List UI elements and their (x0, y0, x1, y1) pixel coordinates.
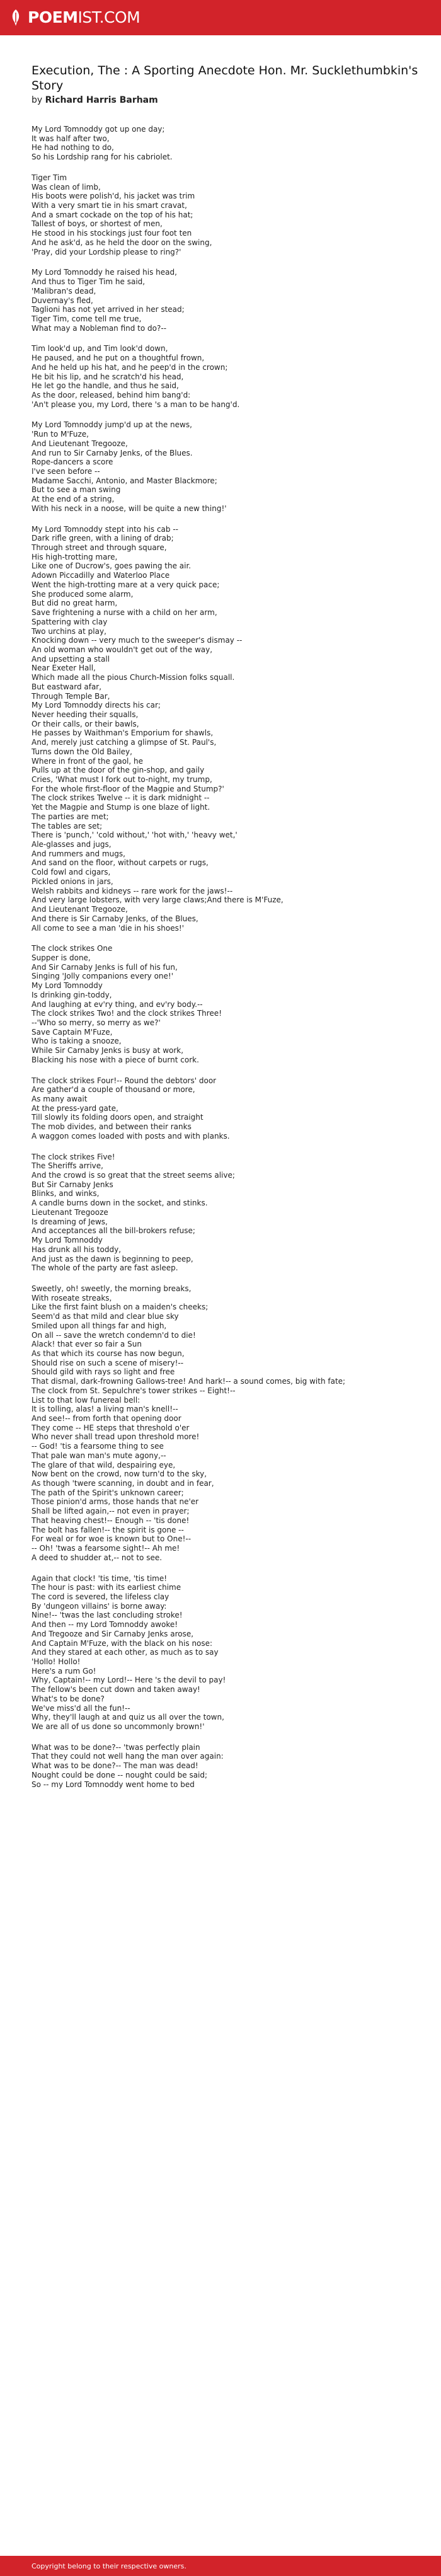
stanza (32, 344, 422, 409)
poem-line: And run to Sir Carnaby Jenks, of the Blues. (32, 448, 193, 457)
poem-line: Lieutenant Tregooze (32, 1207, 108, 1217)
poem-line: The path of the Spirit's unknown career; (32, 1488, 184, 1497)
poem-line: But did no great harm, (32, 599, 118, 608)
poem-line: Through street and through square, (32, 543, 167, 553)
poem-line: He let go the handle, and thus he said, (32, 381, 179, 391)
poem-line: Cries, 'What must I fork out to-night, my trump, (32, 775, 212, 784)
stanza (32, 125, 422, 162)
poem-line: And Lieutenant Tregooze, (32, 439, 128, 448)
poem-line: Is drinking gin-toddy, (32, 990, 112, 999)
stanza (32, 1076, 422, 1141)
poem-line: Like the first faint blush on a maiden's cheeks; (32, 1302, 209, 1312)
poem-line: We've miss'd all the fun!-- (32, 1703, 130, 1713)
poem-line: That dismal, dark-frowning Gallows-tree! And hark!-- a sound comes, big with fate; (32, 1377, 346, 1386)
poem-line: Was clean of limb, (32, 182, 101, 192)
poem-line: Ale-glasses and jugs, (32, 840, 112, 849)
poem-line: Alack! that ever so fair a Sun (32, 1340, 142, 1349)
stanza (32, 1284, 422, 1563)
poem-line: A waggon comes loaded with posts and with planks. (32, 1131, 230, 1141)
poem-line: Cold fowl and cigars, (32, 868, 111, 877)
poem-line: But eastward afar, (32, 682, 102, 691)
poem-line: Smiled upon all things far and high, (32, 1321, 167, 1330)
poem-line: At the press-yard gate, (32, 1103, 118, 1113)
poem-line: What may a Nobleman find to do?-- (32, 323, 167, 333)
copyright-text: Copyright belong to their respective owners. (32, 2562, 186, 2570)
poem-line: And Sir Carnaby Jenks is full of his fun, (32, 962, 178, 972)
poem-line: So -- my Lord Tomnoddy went home to bed (32, 1780, 195, 1789)
poem-line: While Sir Carnaby Jenks is busy at work, (32, 1046, 184, 1055)
poem-line: Spattering with clay (32, 617, 108, 626)
poem-line: My Lord Tomnoddy got up one day; (32, 125, 165, 134)
poem-line: An old woman who wouldn't get out of the way, (32, 645, 213, 654)
poem-line: And Tregooze and Sir Carnaby Jenks arose, (32, 1629, 194, 1638)
poem-line: Blinks, and winks, (32, 1189, 100, 1199)
stanza (32, 268, 422, 333)
poem-line: With his neck in a noose, will be quite a new thing!' (32, 503, 227, 513)
poem-line: Why, they'll laugh at and quiz us all over the town, (32, 1713, 224, 1722)
poem-line: Shall be lifted again,-- not even in prayer; (32, 1507, 190, 1516)
poem-line: For the whole first-floor of the Magpie and Stump?' (32, 784, 224, 793)
poem-line: Welsh rabbits and kidneys -- rare work for the jaws!-- (32, 886, 233, 895)
poem-line: Those pinion'd arms, those hands that ne'er (32, 1497, 199, 1507)
stanza (32, 1574, 422, 1732)
poem-line: Supper is done, (32, 953, 91, 962)
poem-line: Tallest of boys, or shortest of men, (32, 219, 163, 229)
poem-line: And thus to Tiger Tim he said, (32, 277, 146, 287)
poem-line: All come to see a man 'die in his shoes!' (32, 923, 184, 933)
poem-line: Singing 'Jolly companions every one!' (32, 972, 174, 981)
poem-line: Tim look'd up, and Tim look'd down, (32, 344, 168, 354)
poem-line: And he held up his hat, and he peep'd in the crown; (32, 362, 228, 372)
poem-line: He passes by Waithman's Emporium for shawls, (32, 728, 214, 738)
poem-line: --'Who so merry, so merry as we?' (32, 1018, 161, 1027)
by-label: by (32, 95, 43, 105)
poem-line: The whole of the party are fast asleep. (32, 1263, 178, 1273)
poem-line: What was to be done?-- The man was dead! (32, 1761, 198, 1771)
poem-line: And Captain M'Fuze, with the black on his nose: (32, 1638, 213, 1648)
poem-line: And laughing at ev'ry thing, and ev'ry body.-- (32, 999, 203, 1009)
poem-line: But Sir Carnaby Jenks (32, 1180, 113, 1189)
poem-line: And upsetting a stall (32, 654, 110, 664)
poem-line: 'Run to M'Fuze, (32, 430, 89, 439)
poem-line: Who never shall tread upon threshold more! (32, 1432, 200, 1442)
poem-line: He had nothing to do, (32, 143, 114, 152)
poem-line: And the crowd is so great that the street seems alive; (32, 1171, 235, 1180)
poem-line: And very large lobsters, with very large claws;And there is M'Fuze, (32, 895, 284, 905)
poem-line: Where in front of the gaol, he (32, 756, 143, 766)
poem-line: A candle burns down in the socket, and stinks. (32, 1199, 208, 1208)
poem-line: On all -- save the wretch condemn'd to die! (32, 1330, 196, 1340)
poem-line: Yet the Magpie and Stump is one blaze of light. (32, 803, 210, 812)
poem-line: The Sheriffs arrive, (32, 1161, 103, 1171)
poem-line: 'An't please you, my Lord, there 's a man to be hang'd. (32, 400, 240, 409)
poem-line: Are gather'd a couple of thousand or more, (32, 1085, 195, 1095)
stanza (32, 1153, 422, 1273)
poem-line: Tiger Tim, come tell me true, (32, 314, 142, 323)
poem-line: That pale wan man's mute agony,-- (32, 1451, 166, 1460)
poem-line: Went the high-trotting mare at a very quick pace; (32, 580, 220, 589)
poem-line: Save frightening a nurse with a child on her arm, (32, 608, 217, 618)
poem-line: As many await (32, 1095, 88, 1103)
logo-rest-text: IST.COM (77, 8, 140, 26)
poem-line: Here's a rum Go! (32, 1666, 96, 1676)
poem-line: Nine!-- 'twas the last concluding stroke! (32, 1611, 183, 1620)
poem-line: Till slowly its folding doors open, and straight (32, 1113, 203, 1122)
poem-line: And see!-- from forth that opening door (32, 1414, 181, 1423)
poem-line: Rope-dancers a score (32, 457, 113, 467)
poem-line: And then -- my Lord Tomnoddy awoke! (32, 1620, 178, 1630)
poem-line: 'Pray, did your Lordship please to ring?' (32, 247, 181, 256)
site-footer (0, 2556, 441, 2576)
poem-line: Duvernay's fled, (32, 296, 93, 305)
poem-line: My Lord Tomnoddy directs his car; (32, 701, 161, 710)
poem-line: There is 'punch,' 'cold without,' 'hot with,' 'heavy wet,' (32, 831, 238, 840)
poem-line: For weal or for woe is known but to One!-- (32, 1534, 192, 1544)
byline (32, 95, 422, 106)
poem-line: 'Malibran's dead, (32, 286, 96, 296)
poem-line: Should rise on such a scene of misery!-- (32, 1358, 184, 1367)
poem-line: Now bent on the crowd, now turn'd to the sky, (32, 1469, 207, 1479)
poem-line: -- God! 'tis a fearsome thing to see (32, 1442, 164, 1451)
poem-line: My Lord Tomnoddy (32, 981, 103, 991)
poem-line: -- Oh! 'twas a fearsome sight!-- Ah me! (32, 1544, 180, 1553)
poem-line: The clock strikes Twelve -- it is dark midnight -- (32, 793, 210, 803)
stanza (32, 944, 422, 1064)
poem-line: Why, Captain!-- my Lord!-- Here 's the devil to pay! (32, 1676, 226, 1685)
poem-line: His high-trotting mare, (32, 552, 118, 561)
poem-line: Adown Piccadilly and Waterloo Place (32, 571, 170, 580)
poem-line: They come -- HE steps that threshold o'er (32, 1423, 190, 1432)
poem-line: As the door, released, behind him bang'd: (32, 390, 191, 400)
poem-line: The glare of that wild, despairing eye, (32, 1460, 176, 1469)
stanza (32, 525, 422, 933)
poem-line: Madame Sacchi, Antonio, and Master Blackmore; (32, 476, 217, 485)
stanza (32, 173, 422, 256)
poem-line: She produced some alarm, (32, 589, 134, 599)
poem-line: My Lord Tomnoddy stept into his cab -- (32, 524, 178, 534)
poem-line: Turns down the Old Bailey, (32, 747, 132, 756)
poem-title: Execution, The : A Sporting Anecdote Hon. Mr. Sucklethumbkin's Story (32, 64, 418, 93)
poem-line: And acceptances all the bill-brokers refuse; (32, 1226, 195, 1236)
poem-line: Like one of Ducrow's, goes pawing the air. (32, 561, 192, 571)
poem-line: And they stared at each other, as much as to say (32, 1648, 219, 1657)
poem-line: Two urchins at play, (32, 626, 106, 636)
poem-line: Sweetly, oh! sweetly, the morning breaks, (32, 1284, 192, 1293)
quill-pen-icon[interactable] (9, 9, 22, 26)
logo-main-text: POEM (28, 8, 78, 26)
poem-line: Save Captain M'Fuze, (32, 1027, 113, 1037)
poem-line: And there is Sir Carnaby Jenks, of the Blues, (32, 914, 198, 923)
poem-line: Tiger Tim (32, 173, 67, 182)
poem-line: Never heeding their squalls, (32, 710, 139, 719)
poem-line: And, merely just catching a glimpse of St. Paul's, (32, 738, 217, 747)
poem-line: Seem'd as that mild and clear blue sky (32, 1312, 179, 1321)
poem-line: It was half after two, (32, 134, 110, 143)
poem-line: He stood in his stockings just four foot ten (32, 229, 192, 238)
poem-line: With roseate streaks, (32, 1293, 112, 1302)
stanza (32, 1743, 422, 1790)
poem-line: My Lord Tomnoddy jump'd up at the news, (32, 420, 192, 430)
poem-line: Who is taking a snooze, (32, 1037, 122, 1046)
poem-body (32, 125, 422, 1789)
poem-line: Through Temple Bar, (32, 691, 110, 701)
poem-line: Knocking down -- very much to the sweeper's dismay -- (32, 636, 243, 645)
poem-content (32, 63, 422, 1800)
poem-line: My Lord Tomnoddy he raised his head, (32, 268, 177, 277)
author-link[interactable]: Richard Harris Barham (45, 95, 158, 105)
poem-line: Taglioni has not yet arrived in her stead; (32, 305, 185, 314)
poem-line: The cord is severed, the lifeless clay (32, 1592, 169, 1601)
poem-line: Should gild with rays so light and free (32, 1367, 175, 1377)
poem-line: The clock strikes One (32, 944, 113, 953)
poem-line: List to that low funereal bell: (32, 1395, 140, 1405)
poem-line: And he ask'd, as he held the door on the swing, (32, 238, 212, 247)
poem-line: That heaving chest!-- Enough -- 'tis done! (32, 1515, 190, 1525)
poem-line: My Lord Tomnoddy (32, 1236, 103, 1245)
poem-line: Blacking his nose with a piece of burnt cork. (32, 1055, 199, 1064)
poem-line: The tables are set; (32, 821, 103, 831)
poem-line: Near Exeter Hall, (32, 664, 96, 673)
poem-line: He paused, and he put on a thoughtful frown, (32, 354, 205, 363)
poem-line: I've seen before -- (32, 467, 100, 476)
poem-line: And sand on the floor, without carpets or rugs, (32, 858, 209, 868)
poem-line: Dark rifle green, with a lining of drab; (32, 534, 174, 543)
poem-line: Nought could be done -- nought could be said; (32, 1770, 208, 1780)
poem-line: And just as the dawn is beginning to peep, (32, 1254, 193, 1263)
poem-line: As that which its course has now begun, (32, 1348, 185, 1358)
poem-line: And Lieutenant Tregooze, (32, 905, 128, 914)
poem-line: The bolt has fallen!-- the spirit is gone -- (32, 1525, 184, 1534)
poem-line: By 'dungeon villains' is borne away: (32, 1601, 167, 1611)
poem-line: So his Lordship rang for his cabriolet. (32, 152, 173, 162)
poem-line: The fellow's been cut down and taken away! (32, 1685, 200, 1694)
site-logo[interactable] (28, 0, 140, 35)
poem-line: The hour is past: with its earliest chime (32, 1583, 181, 1592)
poem-line: Is dreaming of Jews, (32, 1217, 108, 1226)
poem-line: At the end of a string, (32, 495, 115, 504)
poem-line: 'Hollo! Hollo! (32, 1657, 81, 1666)
poem-line: His boots were polish'd, his jacket was trim (32, 192, 195, 201)
poem-line: Pulls up at the door of the gin-shop, and gaily (32, 766, 205, 775)
poem-line: And a smart cockade on the top of his hat; (32, 210, 193, 219)
poem-line: But to see a man swing (32, 485, 121, 495)
poem-line: With a very smart tie in his smart cravat, (32, 201, 187, 210)
site-header (0, 0, 441, 35)
poem-line: Which made all the pious Church-Mission folks squall. (32, 673, 235, 682)
poem-line: The clock from St. Sepulchre's tower strikes -- Eight!-- (32, 1386, 236, 1395)
poem-line: The clock strikes Two! and the clock strikes Three! (32, 1009, 222, 1018)
poem-line: What's to be done? (32, 1694, 105, 1703)
poem-line: What was to be done?-- 'twas perfectly plain (32, 1742, 200, 1752)
poem-line: The clock strikes Four!-- Round the debtors' door (32, 1076, 217, 1085)
poem-line: The clock strikes Five! (32, 1152, 115, 1161)
poem-line: Again that clock! 'tis time, 'tis time! (32, 1573, 168, 1583)
poem-line: The mob divides, and between their ranks (32, 1122, 192, 1132)
poem-line: It is tolling, alas! a living man's knell!-- (32, 1405, 178, 1414)
poem-line: Or their calls, or their bawls, (32, 719, 139, 728)
poem-line: And rummers and mugs, (32, 849, 125, 858)
poem-line: He bit his lip, and he scratch'd his head, (32, 372, 184, 381)
poem-line: The parties are met; (32, 812, 109, 821)
poem-line: A deed to shudder at,-- not to see. (32, 1553, 163, 1562)
poem-line: Pickled onions in jars, (32, 877, 113, 886)
poem-line: As though 'twere scanning, in doubt and in fear, (32, 1479, 214, 1488)
poem-line: We are all of us done so uncommonly brown!' (32, 1722, 205, 1731)
poem-line: Has drunk all his toddy, (32, 1245, 122, 1254)
poem-line: That they could not well hang the man over again: (32, 1752, 224, 1761)
stanza (32, 420, 422, 513)
